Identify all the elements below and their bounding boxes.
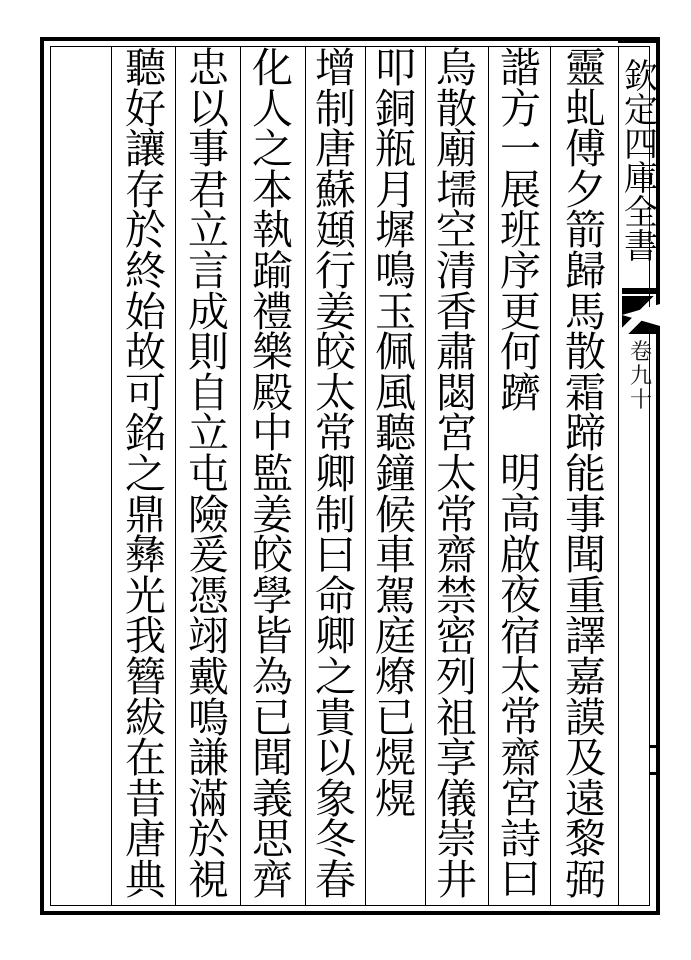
text-column-1: 靈 虬 傅 夕 箭 歸 馬 散 霜 蹄 能 事 聞 重 譯 嘉 謨 及 遠 黎 弼 [565, 44, 606, 904]
column-rule [305, 46, 306, 906]
column-rule [488, 46, 489, 906]
text-column-7: 忠 以 事 君 立 言 成 則 自 立 屯 險 爰 憑 翊 戴 鳴 謙 滿 於 視 [188, 44, 229, 904]
column-rule [550, 46, 551, 906]
fish-tail-bar [622, 288, 660, 294]
text-column-5: 增 制 唐 蘇 頲 行 姜 皎 太 常 卿 制 曰 命 卿 之 貴 以 象 冬 春 [315, 44, 356, 904]
column-rule [365, 46, 366, 906]
text-column-4: 叩 銅 瓶 月 墀 鳴 玉 佩 風 聽 鐘 候 車 駕 庭 燎 已 熀 熀 [375, 44, 416, 823]
text-column-2: 諧 方 一 展 班 序 更 何 躋 明 高 啟 夜 宿 太 常 齋 宮 詩 曰 [500, 44, 541, 904]
book-title: 欽 定 四 庫 全 書 [624, 57, 658, 267]
column-rule [240, 46, 241, 906]
column-rule [175, 46, 176, 906]
text-column-8: 聽 好 讓 存 於 終 始 故 可 銘 之 鼎 彝 光 我 簪 紱 在 昔 唐 典 [125, 44, 166, 904]
column-rule [618, 46, 619, 906]
column-rule [425, 46, 426, 906]
text-column-9 [55, 48, 112, 904]
margin-top-bar [618, 37, 660, 43]
text-column-6: 化 人 之 本 執 踰 禮 樂 殿 中 監 姜 皎 學 皆 為 已 聞 義 思 齊 [252, 44, 293, 904]
volume-label: 卷 九 十 [629, 340, 652, 413]
page-edge-mark [650, 745, 660, 775]
text-column-3: 烏 散 廟 壖 空 清 香 肅 閟 宮 太 常 齋 禁 密 列 祖 享 儀 崇 井 [436, 44, 477, 904]
fish-tail-mark-icon [622, 296, 660, 334]
